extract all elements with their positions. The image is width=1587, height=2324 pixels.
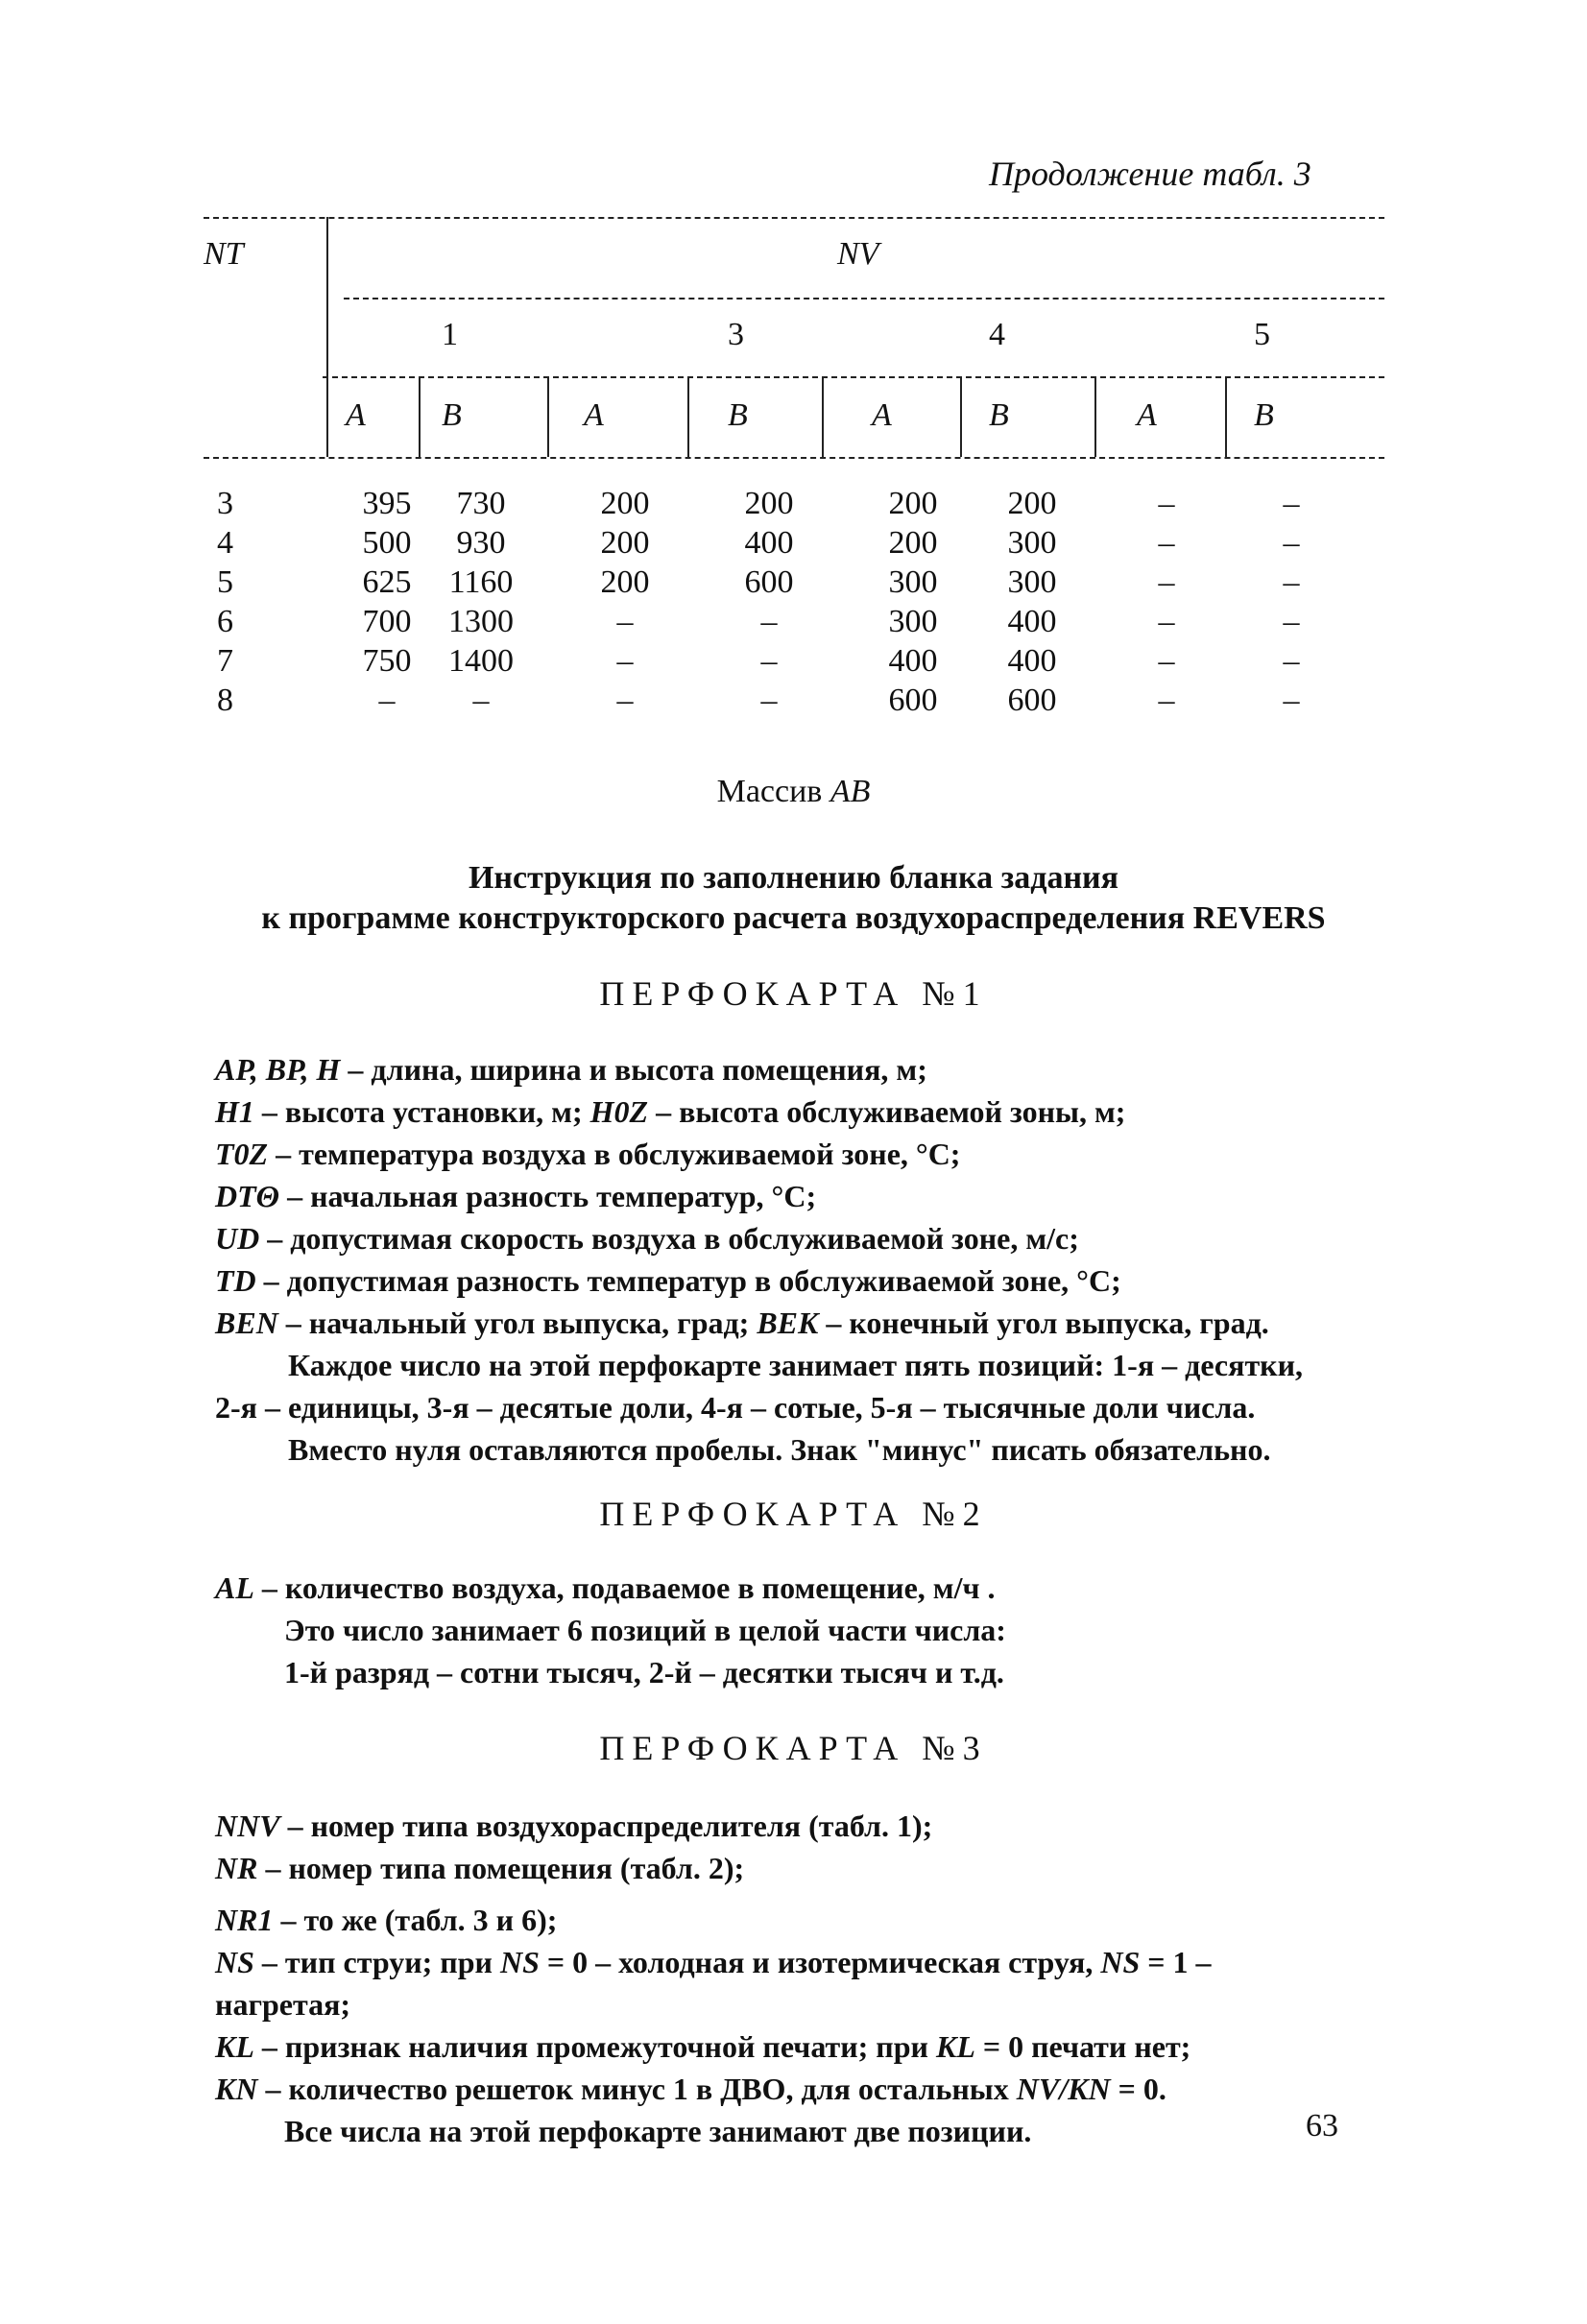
card2-heading: ПЕРФОКАРТА №2 — [599, 1495, 988, 1533]
param-label: NR1 — [215, 1903, 274, 1937]
table-cell: 750 — [362, 643, 412, 679]
param-label: BEN — [215, 1306, 278, 1340]
param-desc: – высота установки, м; — [253, 1094, 590, 1129]
table-cell: 300 — [1007, 525, 1057, 561]
table-cell: 930 — [456, 525, 506, 561]
table-cell: 200 — [888, 525, 938, 561]
card3-line — [215, 1941, 1425, 1983]
param-desc: – признак наличия промежуточной печати; при — [253, 2029, 936, 2064]
table-cell: 600 — [744, 564, 794, 600]
param-label: KN — [215, 2072, 258, 2106]
card3-line — [215, 1805, 1425, 1847]
instruction-title-line2: к программе конструкторского расчета воздухораспределения REVERS — [261, 900, 1326, 936]
table-cell: 200 — [1007, 486, 1057, 521]
param-label: BEK — [757, 1306, 819, 1340]
table-cell: – — [1283, 643, 1300, 679]
param-desc: – номер типа воздухораспределителя (табл. 1); — [279, 1809, 933, 1843]
table-cell: 200 — [600, 564, 650, 600]
card1-body — [215, 1048, 1425, 1471]
param-label: NNV — [215, 1809, 280, 1843]
param-desc: – количество воздуха, подаваемое в помещение, м/ч . — [253, 1570, 996, 1605]
card1-note: Каждое число на этой перфокарте занимает пять позиций: 1-я – десятки, — [288, 1348, 1304, 1382]
table-cell: 625 — [362, 564, 412, 600]
table-cell: 400 — [1007, 604, 1057, 639]
table-sub-divider — [687, 378, 689, 457]
card1-note: Вместо нуля оставляются пробелы. Знак "минус" писать обязательно. — [288, 1432, 1271, 1467]
param-label: T0Z — [215, 1137, 269, 1171]
card1-line — [215, 1175, 1425, 1217]
param-label: H1 — [215, 1094, 254, 1129]
card3-line-cont: нагретая; — [215, 1987, 351, 2022]
card2-line — [215, 1567, 1425, 1609]
table-sub-divider — [1094, 378, 1096, 457]
array-label-name: AB — [830, 774, 871, 809]
sub-col-label: A — [346, 397, 366, 433]
table-cell: 200 — [600, 486, 650, 521]
table-cell: – — [760, 604, 778, 639]
table-sub-divider — [419, 378, 421, 457]
table-cell: – — [378, 683, 396, 718]
table-cell: 400 — [1007, 643, 1057, 679]
table-cell: – — [1283, 486, 1300, 521]
table-cell: – — [616, 683, 634, 718]
table-cell: 300 — [888, 604, 938, 639]
table-row-nt: 5 — [217, 564, 233, 600]
sub-col-label: B — [989, 397, 1009, 433]
table-cell: – — [1283, 604, 1300, 639]
sub-col-label: B — [442, 397, 462, 433]
col-header-nt: NT — [204, 236, 244, 272]
card3-body — [215, 1805, 1425, 2152]
table-cell: 700 — [362, 604, 412, 639]
table-caption: Продолжение табл. 3 — [989, 155, 1311, 193]
table-nv-rule — [344, 298, 1384, 299]
card3-line — [215, 1847, 1425, 1889]
table-cell: – — [760, 683, 778, 718]
param-label: AL — [215, 1570, 254, 1605]
sub-col-label: A — [1137, 397, 1157, 433]
param-label: AP, BP, H — [215, 1052, 341, 1087]
param-desc: = 1 – — [1140, 1945, 1212, 1979]
table-sub-divider — [1225, 378, 1227, 457]
param-desc: – конечный угол выпуска, град. — [818, 1306, 1269, 1340]
table-cell: 1160 — [448, 564, 514, 600]
table-cell: – — [1283, 564, 1300, 600]
table-cell: – — [1158, 525, 1175, 561]
table-nt-divider — [326, 217, 328, 457]
param-desc: – высота обслуживаемой зоны, м; — [648, 1094, 1126, 1129]
table-cell: – — [1283, 683, 1300, 718]
param-label: NS — [215, 1945, 254, 1979]
nv-group-label: 4 — [989, 317, 1005, 352]
table-cell: – — [1158, 486, 1175, 521]
param-desc: – начальная разность температур, °С; — [279, 1179, 817, 1213]
table-header-bottom-rule — [204, 457, 1384, 459]
param-label: NS — [1100, 1945, 1141, 1979]
table-row-nt: 8 — [217, 683, 233, 718]
param-label: KL — [935, 2029, 975, 2064]
table-cell: – — [472, 683, 490, 718]
table-sub-divider — [960, 378, 962, 457]
table-cell: – — [1158, 564, 1175, 600]
param-desc: – допустимая разность температур в обслуживаемой зоне, °С; — [255, 1263, 1121, 1298]
page-number: 63 — [1306, 2108, 1338, 2144]
param-label: KL — [215, 2029, 254, 2064]
table-cell: 600 — [888, 683, 938, 718]
table-cell: 600 — [1007, 683, 1057, 718]
card1-line — [215, 1302, 1425, 1344]
card1-line — [215, 1259, 1425, 1302]
param-label: NS — [499, 1945, 540, 1979]
sub-col-label: B — [728, 397, 748, 433]
sub-col-label: B — [1254, 397, 1274, 433]
table-cell: 400 — [744, 525, 794, 561]
param-desc: – допустимая скорость воздуха в обслуживаемой зоне, м/с; — [259, 1221, 1079, 1256]
table-row-nt: 7 — [217, 643, 233, 679]
param-label: DTΘ — [215, 1179, 280, 1213]
table-cell: – — [1283, 525, 1300, 561]
card1-heading: ПЕРФОКАРТА №1 — [599, 974, 988, 1013]
card2-note: 1-й разряд – сотни тысяч, 2-й – десятки тысяч и т.д. — [284, 1655, 1004, 1689]
table-cell: – — [616, 604, 634, 639]
col-header-nv: NV — [837, 236, 879, 272]
card2-note: Это число занимает 6 позиций в целой части числа: — [284, 1613, 1006, 1647]
param-desc: – количество решеток минус 1 в ДВО, для остальных — [257, 2072, 1017, 2106]
table-sub-divider — [822, 378, 824, 457]
nv-group-label: 3 — [728, 317, 744, 352]
card3-line — [215, 2025, 1425, 2068]
array-label — [0, 774, 1587, 810]
table-top-rule — [204, 217, 1384, 219]
param-label: TD — [215, 1263, 256, 1298]
card3-line — [215, 2068, 1425, 2110]
table-row-nt: 6 — [217, 604, 233, 639]
card3-heading: ПЕРФОКАРТА №3 — [599, 1729, 988, 1767]
card3-line — [215, 1899, 1425, 1941]
table-cell: 500 — [362, 525, 412, 561]
param-desc: – температура воздуха в обслуживаемой зоне, °С; — [268, 1137, 961, 1171]
param-desc: – начальный угол выпуска, град; — [277, 1306, 757, 1340]
param-desc: = 0. — [1110, 2072, 1166, 2106]
card1-line — [215, 1090, 1425, 1133]
array-label-prefix: Массив — [716, 774, 830, 809]
table-cell: 395 — [362, 486, 412, 521]
param-label: UD — [215, 1221, 260, 1256]
param-desc: – длина, ширина и высота помещения, м; — [340, 1052, 927, 1087]
table-cell: 300 — [1007, 564, 1057, 600]
table-row-nt: 4 — [217, 525, 233, 561]
param-desc: – то же (табл. 3 и 6); — [273, 1903, 558, 1937]
table-row-nt: 3 — [217, 486, 233, 521]
table-cell: – — [1158, 683, 1175, 718]
nv-group-label: 1 — [442, 317, 458, 352]
nv-group-label: 5 — [1254, 317, 1270, 352]
table-cell: – — [760, 643, 778, 679]
sub-col-label: A — [584, 397, 604, 433]
table-cell: – — [1158, 604, 1175, 639]
card1-line — [215, 1133, 1425, 1175]
instruction-title-line1: Инструкция по заполнению бланка задания — [468, 860, 1119, 896]
table-cell: 200 — [744, 486, 794, 521]
table-cell: 300 — [888, 564, 938, 600]
param-label: NV/KN — [1016, 2072, 1111, 2106]
table-cell: 730 — [456, 486, 506, 521]
sub-col-label: A — [872, 397, 892, 433]
param-desc: = 0 печати нет; — [974, 2029, 1191, 2064]
param-label: NR — [215, 1851, 258, 1885]
card1-line — [215, 1048, 1425, 1090]
table-cell: – — [1158, 643, 1175, 679]
table-cell: 1300 — [448, 604, 514, 639]
param-desc: – тип струи; при — [253, 1945, 500, 1979]
card2-body — [215, 1567, 1425, 1693]
table-cell: – — [616, 643, 634, 679]
param-desc: = 0 – холодная и изотермическая струя, — [539, 1945, 1101, 1979]
card1-note: 2-я – единицы, 3-я – десятые доли, 4-я – сотые, 5-я – тысячные доли числа. — [215, 1390, 1256, 1425]
table-cell: 200 — [600, 525, 650, 561]
table-cell: 200 — [888, 486, 938, 521]
param-desc: – номер типа помещения (табл. 2); — [257, 1851, 745, 1885]
card1-line — [215, 1217, 1425, 1259]
table-cell: 1400 — [448, 643, 514, 679]
table-cell: 400 — [888, 643, 938, 679]
card3-note: Все числа на этой перфокарте занимают две позиции. — [284, 2114, 1032, 2148]
param-label: H0Z — [589, 1094, 649, 1129]
table-sub-divider — [547, 378, 549, 457]
